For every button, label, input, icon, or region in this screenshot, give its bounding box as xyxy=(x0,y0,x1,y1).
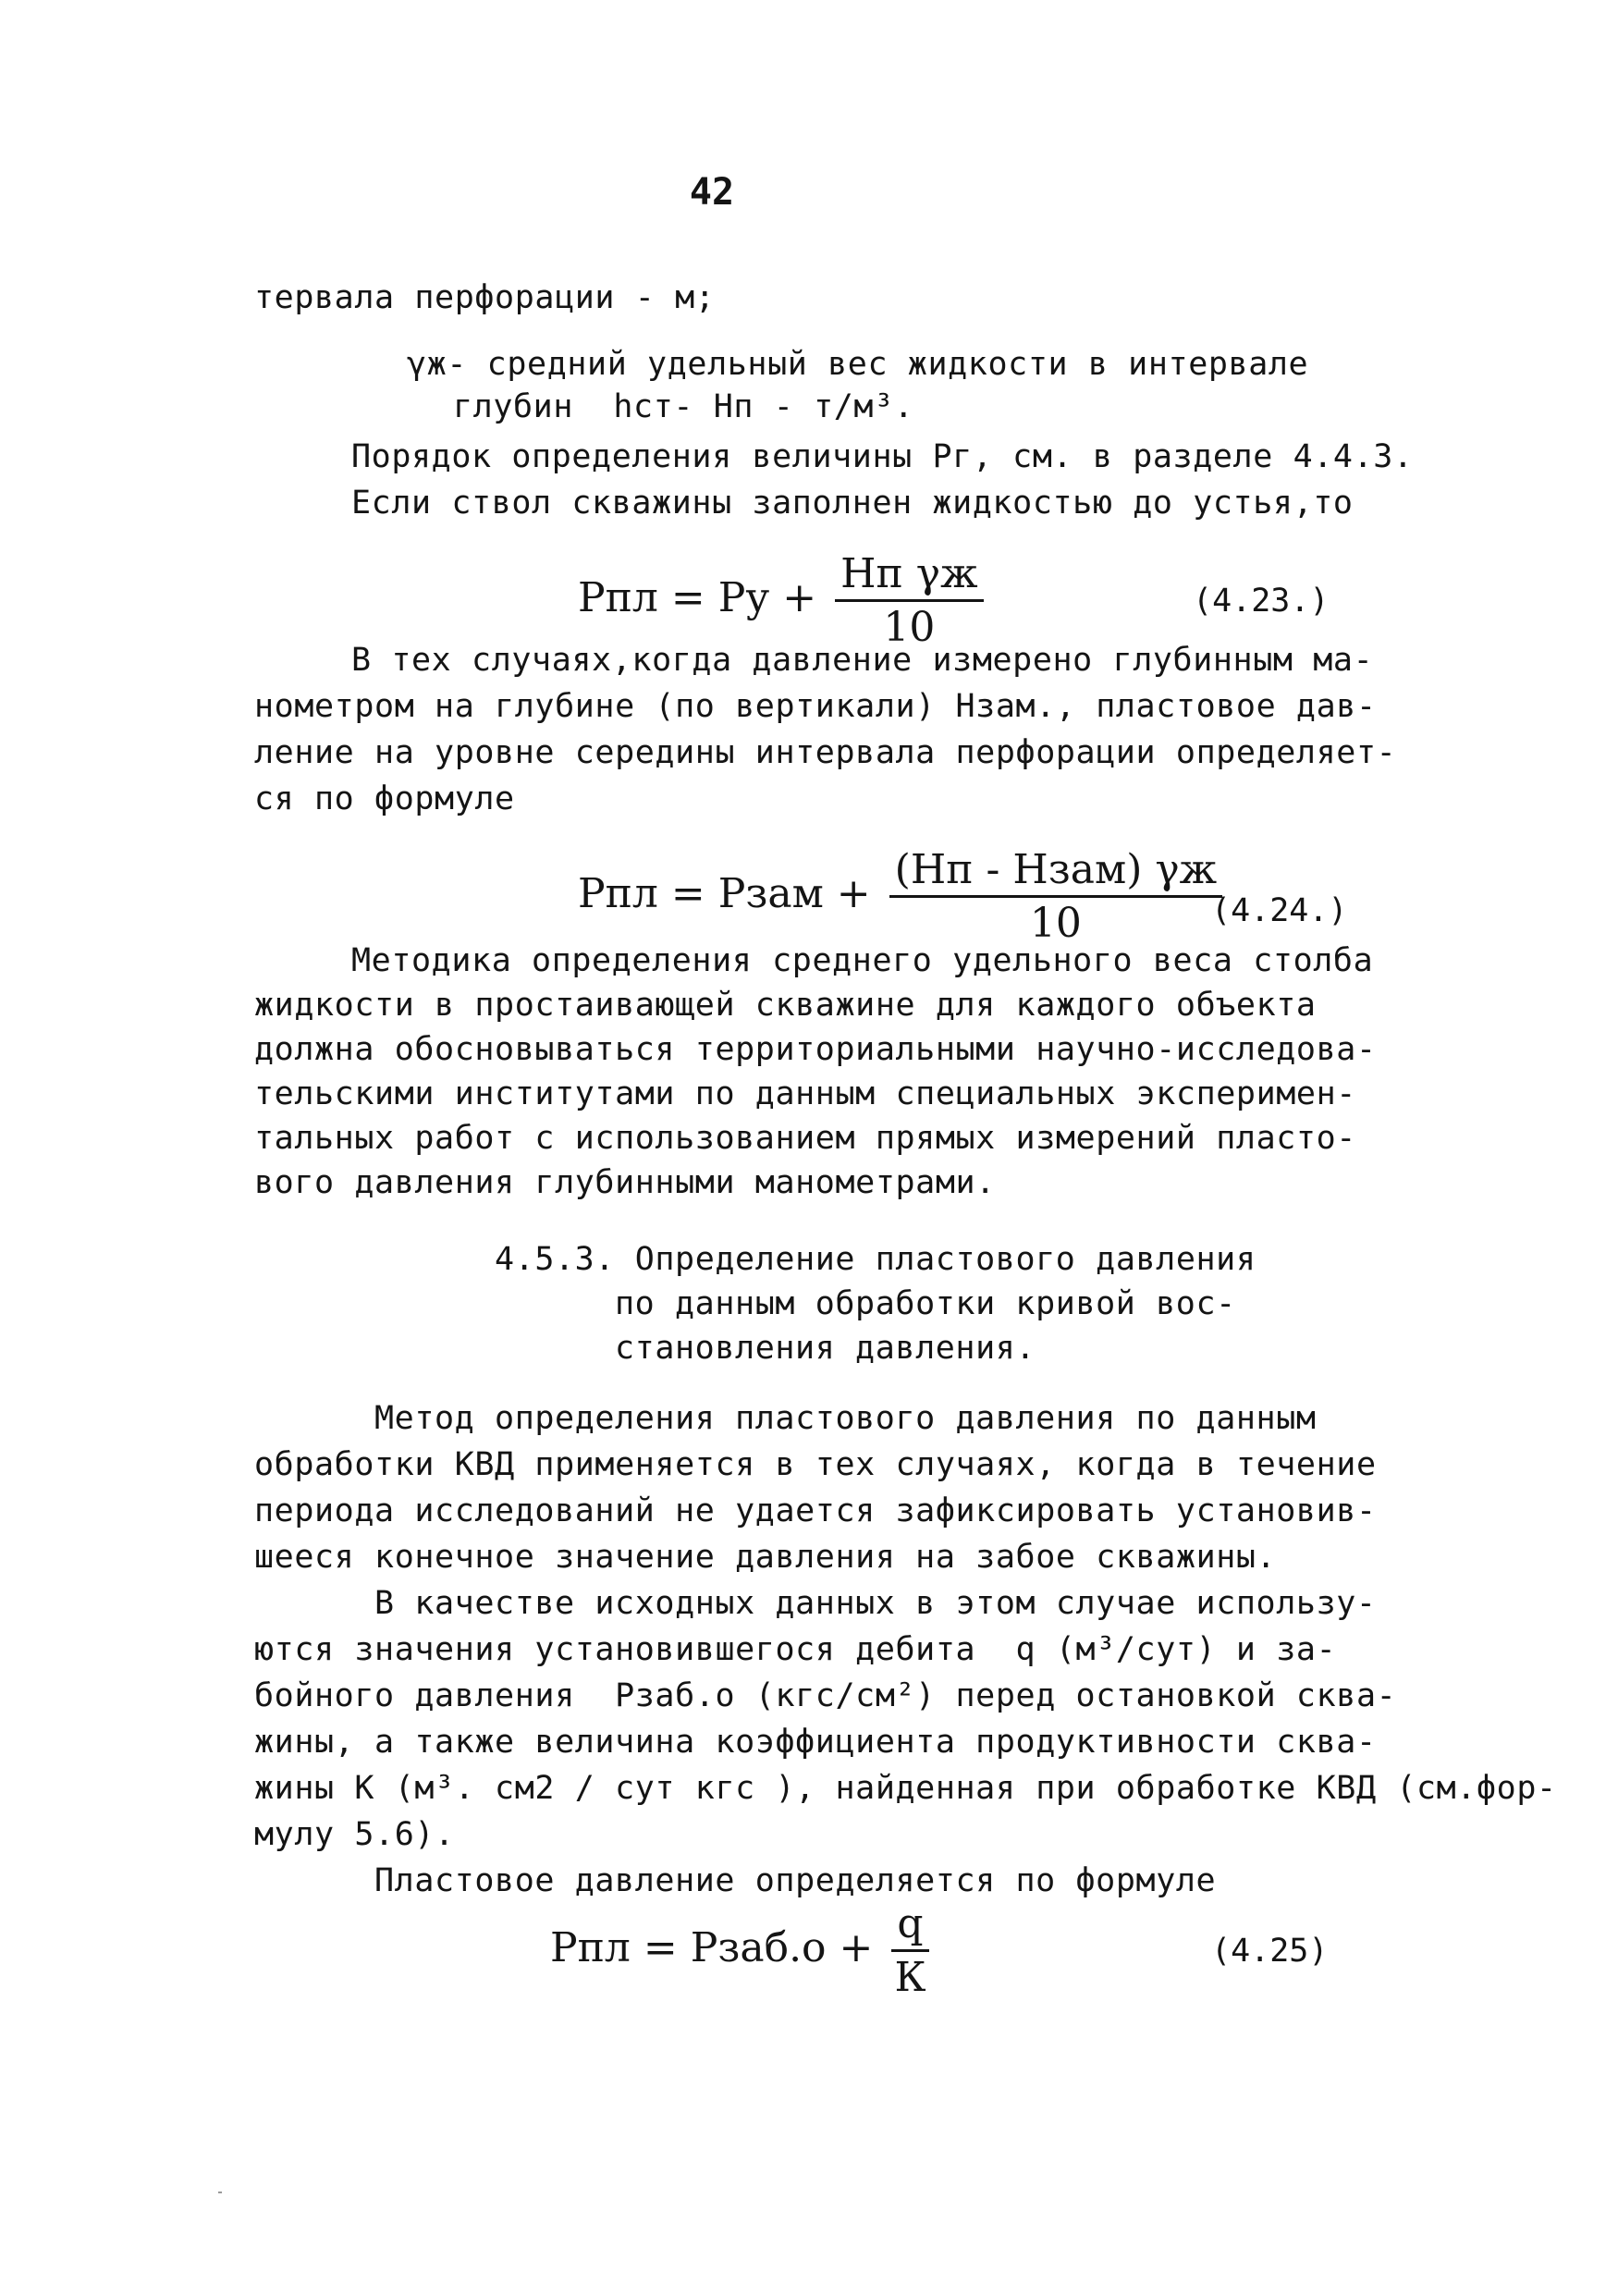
formula-4-25 xyxy=(550,1900,935,2001)
formula-4-24 xyxy=(578,846,1228,947)
formula-lhs: Pпл xyxy=(578,574,658,621)
formula-fraction xyxy=(891,1900,928,2001)
text-line: тельскими институтами по данным специальных эксперимен- xyxy=(254,1075,1356,1112)
text-line: жидкости в простаивающей скважине для каждого объекта xyxy=(254,987,1317,1024)
section-heading: становления давления. xyxy=(615,1330,1036,1367)
formula-rhs: = Pзаб.о + xyxy=(643,1924,874,1971)
text-line: Методика определения среднего удельного веса столба xyxy=(351,942,1374,979)
formula-rhs: = Pу + xyxy=(670,574,817,621)
equation-number: (4.23.) xyxy=(1193,583,1330,620)
text-line: тервала перфорации - м; xyxy=(254,279,716,316)
formula-rhs: = Pзам + xyxy=(670,870,871,917)
text-line: ются значения установившегося дебита q (м³/сут) и за- xyxy=(254,1631,1337,1668)
formula-fraction xyxy=(889,846,1222,947)
formula-lhs: Pпл xyxy=(550,1924,631,1971)
fraction-denominator: 10 xyxy=(883,604,936,651)
text-line: должна обосновываться территориальными научно-исследова- xyxy=(254,1031,1377,1068)
text-line: ление на уровне середины интервала перфорации определяет- xyxy=(254,734,1397,771)
text-line: шееся конечное значение давления на забое скважины. xyxy=(254,1539,1277,1576)
text-line: Если ствол скважины заполнен жидкостью до устья,то xyxy=(351,485,1354,522)
fraction-denominator: 10 xyxy=(1029,900,1082,947)
section-heading: по данным обработки кривой вос- xyxy=(615,1285,1236,1322)
text-line: Порядок определения величины Pг, см. в разделе 4.4.3. xyxy=(351,438,1414,475)
text-line: жины К (м³. см2 / сут кгс ), найденная при обработке КВД (см.фор- xyxy=(254,1770,1557,1807)
text-line: периода исследований не удается зафиксировать установив- xyxy=(254,1492,1377,1529)
text-line: В тех случаях,когда давление измерено глубинным ма- xyxy=(351,642,1374,679)
scan-speck xyxy=(218,2192,222,2193)
fraction-numerator: q xyxy=(891,1900,928,1952)
text-line: жины, а также величина коэффициента продуктивности сква- xyxy=(254,1724,1377,1761)
section-heading: 4.5.3. Определение пластового давления xyxy=(495,1241,1256,1278)
formula-fraction xyxy=(835,550,983,651)
fraction-numerator: (Hп - Hзам) γж xyxy=(889,846,1222,898)
text-line: вого давления глубинными манометрами. xyxy=(254,1164,996,1201)
text-line: бойного давления Pзаб.о (кгс/см²) перед остановкой сква- xyxy=(254,1677,1397,1714)
text-line: мулу 5.6). xyxy=(254,1816,455,1853)
formula-4-23 xyxy=(578,550,989,651)
fraction-numerator: Hп γж xyxy=(835,550,983,602)
text-line: γж- средний удельный вес жидкости в интервале xyxy=(407,346,1309,383)
equation-number: (4.24.) xyxy=(1211,892,1348,929)
formula-lhs: Pпл xyxy=(578,870,658,917)
text-line: глубин hст- Hп - т/м³. xyxy=(453,388,914,425)
text-line: ся по формуле xyxy=(254,780,515,817)
text-line: тальных работ с использованием прямых измерений пласто- xyxy=(254,1120,1356,1157)
page-number: 42 xyxy=(689,171,735,214)
text-line: Метод определения пластового давления по данным xyxy=(374,1400,1317,1437)
equation-number: (4.25) xyxy=(1211,1933,1329,1970)
text-line: обработки КВД применяется в тех случаях, когда в течение xyxy=(254,1446,1377,1483)
text-line: Пластовое давление определяется по формуле xyxy=(374,1862,1217,1899)
fraction-denominator: К xyxy=(894,1954,926,2001)
text-line: В качестве исходных данных в этом случае использу- xyxy=(374,1585,1377,1622)
text-line: нометром на глубине (по вертикали) Hзам., пластовое дав- xyxy=(254,688,1377,725)
